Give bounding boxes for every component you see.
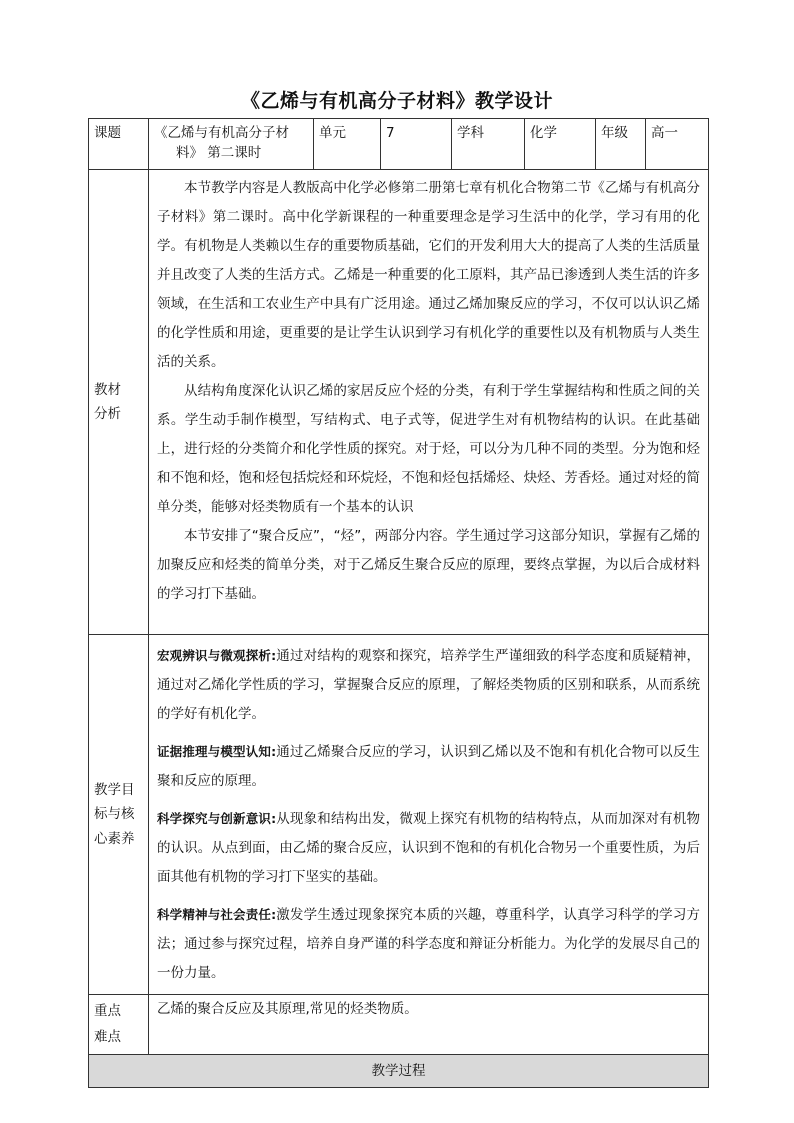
goal-heading: 宏观辨识与微观探析: [157, 648, 277, 663]
goal-heading: 科学探究与创新意识: [157, 811, 277, 826]
analysis-paragraph: 本节安排了“聚合反应”，“烃”，两部分内容。学生通过学习这部分知识，掌握有乙烯的加聚反应和烃类的简单分类，对于乙烯反生聚合反应的原理，要终点掌握，为以后合成材料的学习打下基础。 [157, 528, 700, 602]
goals-row [89, 635, 709, 995]
analysis-paragraph: 从结构角度深化认识乙烯的家居反应个烃的分类，有利于学生掌握结构和性质之间的关系。学生动手制作模型，写结构式、电子式等，促进学生对有机物结构的认识。在此基础上，进行烃的分类简介和化学性质的探究。对于烃，可以分为几种不同的类型。分为饱和烃和不饱和烃，饱和烃包括烷烃和环烷烃，不饱和烃包括烯烃、炔烃、芳香烃。通过对烃的简单分类，能够对烃类物质有一个基本的认识 [157, 383, 700, 515]
topic-label: 课题 [89, 119, 149, 170]
topic-line-2: 料》 第二课时 [176, 145, 262, 162]
lesson-design-table [88, 118, 709, 1088]
grade-label: 年级 [596, 119, 646, 170]
goals-label: 教学目 标与核 心素养 [89, 635, 149, 995]
subject-label: 学科 [452, 119, 525, 170]
goal-text: 激发学生透过现象探究本质的兴趣，尊重科学，认真学习科学的学习方法；通过参与探究过程，培养自身严谨的科学态度和辩证分析能力。为化学的发展尽自己的一份力量。 [157, 907, 701, 981]
process-header: 教学过程 [89, 1055, 709, 1088]
analysis-label: 教材 分析 [89, 170, 149, 635]
goal-heading: 科学精神与社会责任: [157, 907, 277, 922]
analysis-content [149, 170, 709, 635]
goal-item [157, 900, 700, 988]
goal-text: 通过对结构的观察和探究，培养学生严谨细致的科学态度和质疑精神，通过对乙烯化学性质的学习，掌握聚合反应的原理，了解烃类物质的区别和联系，从而系统的学好有机化学。 [157, 648, 701, 722]
header-row [89, 119, 709, 170]
analysis-row [89, 170, 709, 635]
unit-value: 7 [381, 119, 452, 170]
goal-heading: 证据推理与模型认知: [157, 744, 277, 759]
goal-text: 从现象和结构出发，微观上探究有机物的结构特点，从而加深对有机物的认识。从点到面，由乙烯的聚合反应，认识到不饱和的有机化合物另一个重要性质，为后面其他有机物的学习打下坚实的基础。 [157, 811, 701, 885]
goal-item [157, 804, 700, 892]
goal-item [157, 737, 700, 796]
process-row [89, 1055, 709, 1088]
goal-text: 通过乙烯聚合反应的学习，认识到乙烯以及不饱和有机化合物可以反生聚和反应的原理。 [157, 744, 701, 789]
topic-value [149, 119, 314, 170]
topic-line-1: 《乙烯与有机高分子材 [154, 125, 289, 141]
subject-value: 化学 [525, 119, 596, 170]
goals-content [149, 635, 709, 995]
key-points-row [89, 995, 709, 1055]
key-points-label: 重点 难点 [89, 995, 149, 1055]
unit-label: 单元 [314, 119, 381, 170]
analysis-paragraph: 本节教学内容是人教版高中化学必修第二册第七章有机化合物第二节《乙烯与有机高分子材料》第二课时。高中化学新课程的一种重要理念是学习生活中的化学，学习有用的化学。有机物是人类赖以生存的重要物质基础，它们的开发利用大大的提高了人类的生活质量并且改变了人类的生活方式。乙烯是一种重要的化工原料，其产品已渗透到人类生活的许多领域，在生活和工农业生产中具有广泛用途。通过乙烯加聚反应的学习，不仅可以认识乙烯的化学性质和用途，更重要的是让学生认识到学习有机化学的重要性以及有机物质与人类生活的关系。 [157, 180, 700, 370]
grade-value: 高一 [646, 119, 709, 170]
goal-item [157, 641, 700, 729]
document-title: 《乙烯与有机高分子材料》教学设计 [240, 90, 553, 112]
key-points-content: 乙烯的聚合反应及其原理,常见的烃类物质。 [149, 995, 709, 1055]
